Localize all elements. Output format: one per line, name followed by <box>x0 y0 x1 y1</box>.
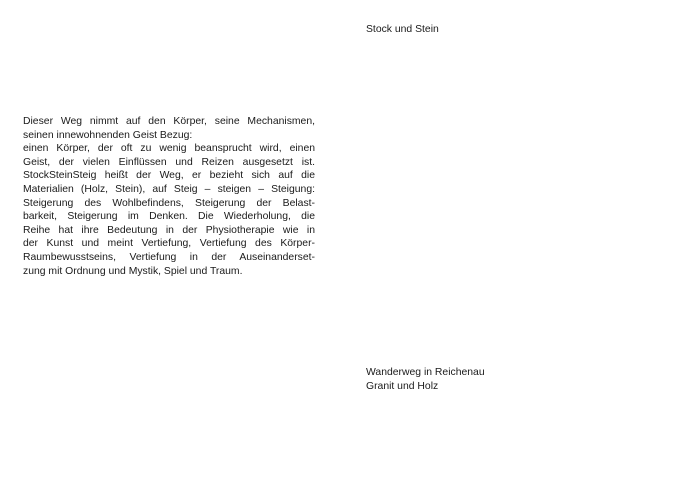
body-line: der Kunst und meint Vertiefung, Vertiefung des Körper- <box>23 238 315 250</box>
caption-line-location: Wanderweg in Reichenau <box>366 367 485 378</box>
body-line: zung mit Ordnung und Mystik, Spiel und Traum. <box>23 265 243 277</box>
body-line: Steigerung des Wohlbefindens, Steigerung der Belast- <box>23 197 315 209</box>
body-line: Reihe hat ihre Bedeutung in der Physiotherapie wie in <box>23 224 315 236</box>
body-line: Raumbewusstseins, Vertiefung in der Auseinanderset- <box>23 251 315 263</box>
page-title: Stock und Stein <box>366 24 439 35</box>
body-line: Materialien (Holz, Stein), auf Steig – steigen – Steigung: <box>23 183 315 195</box>
caption-line-material: Granit und Holz <box>366 380 439 392</box>
body-line: seinen innewohnenden Geist Bezug: <box>23 129 193 141</box>
body-line: Dieser Weg nimmt auf den Körper, seine Mechanismen, <box>23 116 315 127</box>
body-line: StockSteinSteig heißt der Weg, er bezieht sich auf die <box>23 170 315 182</box>
body-line: barkeit, Steigerung im Denken. Die Wiederholung, die <box>23 211 315 223</box>
image-caption <box>366 366 485 393</box>
body-line: Geist, der vielen Einflüssen und Reizen ausgesetzt ist. <box>23 156 315 168</box>
body-paragraph <box>23 115 315 278</box>
body-line: einen Körper, der oft zu wenig beansprucht wird, einen <box>23 143 315 155</box>
